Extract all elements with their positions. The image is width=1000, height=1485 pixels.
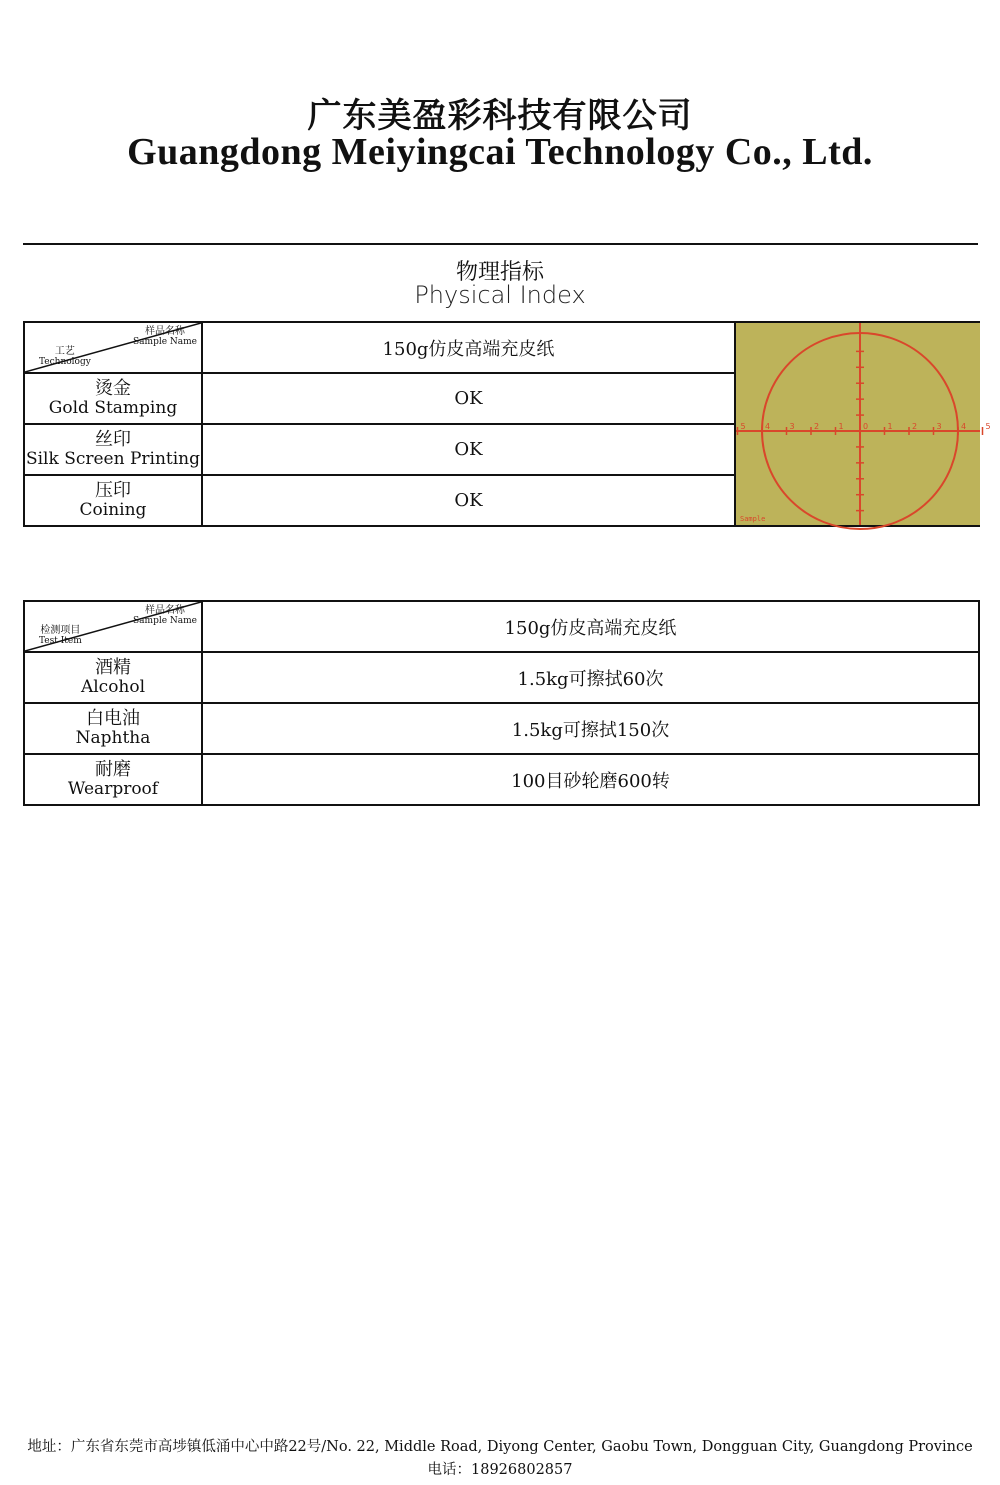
row-label-en: Coining: [79, 500, 147, 520]
header-technology-en: Technology: [39, 357, 91, 367]
photo-tick-label: 3: [789, 422, 795, 431]
company-name-en: Guangdong Meiyingcai Technology Co., Ltd.: [127, 131, 873, 173]
table-row: [24, 652, 979, 703]
footer-phone: 电话：18926802857: [427, 1462, 573, 1478]
row-value: 1.5kg可擦拭150次: [202, 703, 979, 754]
row-value: OK: [202, 475, 735, 526]
table-row: [24, 754, 979, 805]
row-label-gold-stamping: [24, 373, 202, 424]
photo-tick-label: 5: [740, 422, 746, 431]
row-label-en: Silk Screen Printing: [25, 449, 201, 469]
sample-name-cell: 150g仿皮高端充皮纸: [202, 601, 979, 652]
photo-tick-label: 0: [863, 422, 869, 431]
section-title-en: Physical Index: [414, 281, 586, 309]
photo-tick-label: 2: [912, 422, 918, 431]
row-value: 1.5kg可擦拭60次: [202, 652, 979, 703]
row-label-cn: 丝印: [95, 429, 131, 450]
row-label-wearproof: [24, 754, 202, 805]
diagonal-header-cell: [24, 322, 202, 373]
header-sample-name-en: Sample Name: [133, 337, 197, 347]
row-label-cn: 耐磨: [95, 759, 131, 780]
diagonal-header-cell: [24, 601, 202, 652]
header-sample-name-en: Sample Name: [133, 616, 197, 626]
section-title-cn: 物理指标: [455, 260, 544, 285]
photo-tick-label: 1: [887, 422, 893, 431]
header-sample-name-cn: 样品名称: [145, 326, 185, 337]
sample-name-cell: 150g仿皮高端充皮纸: [202, 322, 735, 373]
row-label-cn: 酒精: [95, 657, 131, 678]
table-row: [24, 703, 979, 754]
header-test-item-cn: 检测项目: [40, 625, 81, 636]
photo-tick-label: 4: [961, 422, 967, 431]
row-label-silk-screen: [24, 424, 202, 475]
row-label-en: Naphtha: [75, 728, 151, 748]
photo-tick-label: 3: [936, 422, 942, 431]
table-header-row: [24, 601, 979, 652]
company-name-cn: 广东美盈彩科技有限公司: [307, 96, 693, 136]
technology-table: [23, 321, 991, 527]
header-technology-cn: 工艺: [54, 346, 75, 357]
row-label-en: Alcohol: [80, 677, 146, 697]
row-label-alcohol: [24, 652, 202, 703]
row-label-en: Wearproof: [67, 779, 159, 799]
row-label-naphtha: [24, 703, 202, 754]
photo-tick-label: 2: [814, 422, 820, 431]
photo-tick-label: 1: [838, 422, 844, 431]
row-label-coining: [24, 475, 202, 526]
sample-photo: [736, 323, 991, 525]
header-sample-name-cn: 样品名称: [145, 605, 185, 616]
photo-tick-label: 5: [985, 422, 991, 431]
row-label-cn: 压印: [95, 480, 131, 501]
table-header-row: [24, 322, 979, 373]
svg-text:Sample: Sample: [740, 515, 766, 523]
row-value: OK: [202, 424, 735, 475]
sample-photo-cell: [735, 322, 991, 526]
row-value: 100目砂轮磨600转: [202, 754, 979, 805]
test-item-table: [23, 600, 980, 806]
divider-line: [23, 243, 978, 245]
footer-address: 地址：广东省东莞市高埗镇低涌中心中路22号/No. 22, Middle Road, Diyong Center, Gaobu Town, Dongguan City, Guangdong Province: [27, 1439, 973, 1455]
header-test-item-en: Test Item: [39, 636, 82, 646]
photo-tick-label: 4: [765, 422, 771, 431]
row-label-cn: 烫金: [95, 378, 131, 399]
row-value: OK: [202, 373, 735, 424]
row-label-cn: 白电油: [86, 708, 140, 729]
row-label-en: Gold Stamping: [48, 398, 178, 418]
